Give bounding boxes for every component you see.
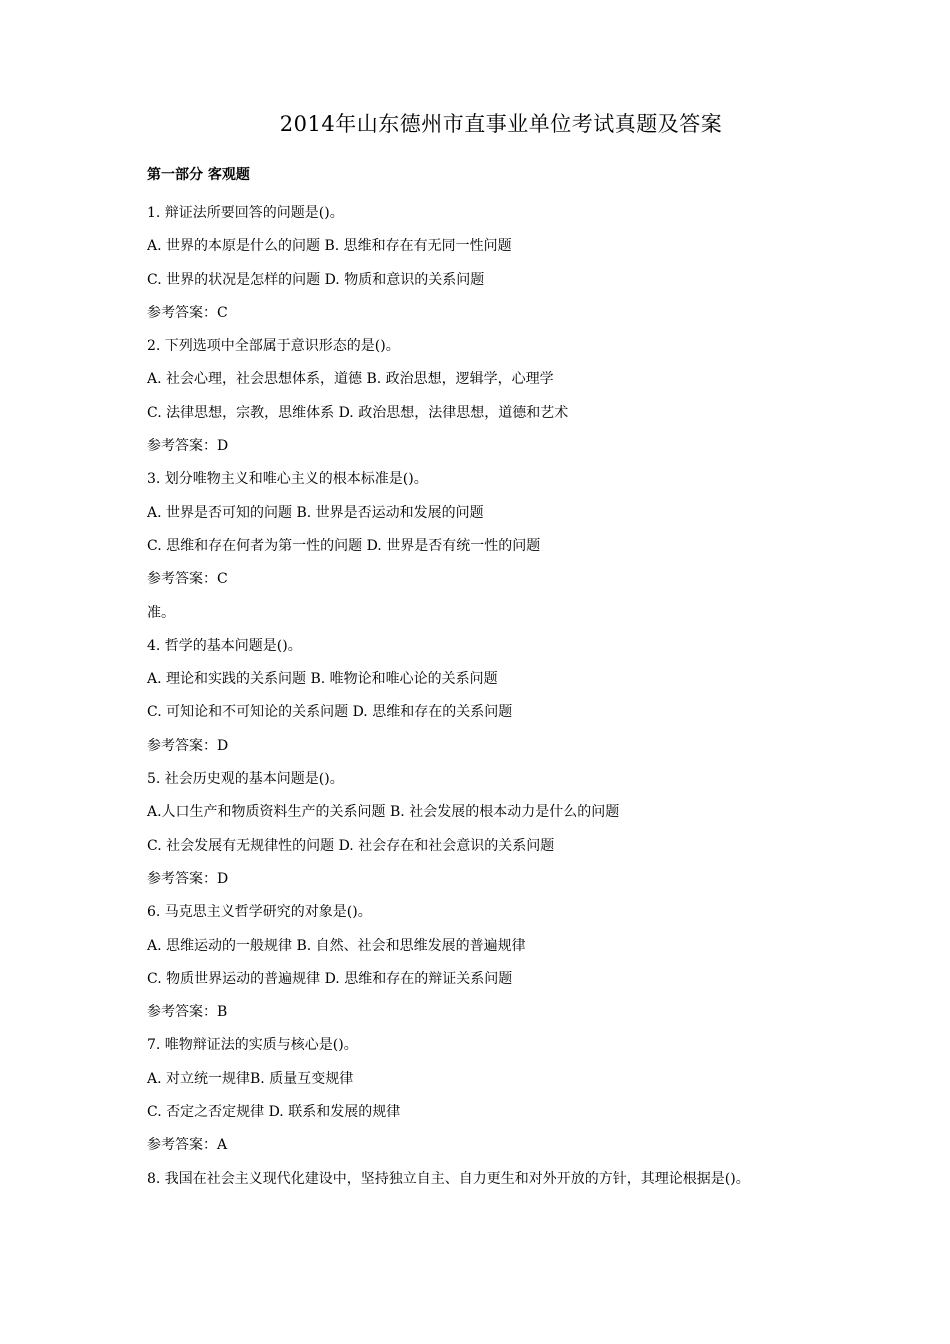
answer-line: 参考答案：D: [147, 737, 229, 754]
option-line: A. 对立统一规律B. 质量互变规律: [147, 1070, 354, 1087]
question-line: 4. 哲学的基本问题是()。: [147, 637, 302, 654]
answer-line: 参考答案：D: [147, 870, 229, 887]
question-line: 1. 辩证法所要回答的问题是()。: [147, 205, 344, 221]
option-line: A. 社会心理，社会思想体系，道德 B. 政治思想，逻辑学，心理学: [147, 371, 554, 388]
answer-line: 参考答案：C: [147, 304, 228, 321]
question-list: [147, 197, 847, 1163]
option-line: C. 思维和存在何者为第一性的问题 D. 世界是否有统一性的问题: [147, 537, 541, 554]
answer-line: 参考答案：A: [147, 1137, 228, 1154]
page-title: 2014年山东德州市直事业单位考试真题及答案: [279, 112, 723, 136]
option-line: C. 否定之否定规律 D. 联系和发展的规律: [147, 1104, 401, 1121]
option-line: C. 世界的状况是怎样的问题 D. 物质和意识的关系问题: [147, 271, 485, 288]
question-8-paragraph: 8. 我国在社会主义现代化建设中，坚持独立自主、自力更生和对外开放的方针，其理论根据是()。: [147, 1171, 750, 1187]
option-line: A. 世界的本原是什么的问题 B. 思维和存在有无同一性问题: [147, 238, 512, 255]
answer-line: 参考答案：C: [147, 571, 228, 588]
question-line: 5. 社会历史观的基本问题是()。: [147, 771, 344, 788]
option-line: A. 理论和实践的关系问题 B. 唯物论和唯心论的关系问题: [147, 671, 498, 688]
option-line: C. 社会发展有无规律性的问题 D. 社会存在和社会意识的关系问题: [147, 837, 555, 854]
option-line: C. 可知论和不可知论的关系问题 D. 思维和存在的关系问题: [147, 704, 513, 721]
question-line: 3. 划分唯物主义和唯心主义的根本标准是()。: [147, 471, 428, 488]
stray-text-line: 准。: [147, 604, 175, 621]
option-line: A. 思维运动的一般规律 B. 自然、社会和思维发展的普遍规律: [147, 937, 526, 954]
answer-line: 参考答案：D: [147, 438, 229, 455]
section-heading: 第一部分 客观题: [147, 167, 250, 183]
option-line: C. 法律思想，宗教，思维体系 D. 政治思想，法律思想，道德和艺术: [147, 404, 569, 421]
question-line: 6. 马克思主义哲学研究的对象是()。: [147, 904, 372, 921]
option-line: A. 世界是否可知的问题 B. 世界是否运动和发展的问题: [147, 504, 484, 521]
answer-line: 参考答案：B: [147, 1004, 228, 1021]
question-line: 7. 唯物辩证法的实质与核心是()。: [147, 1037, 358, 1054]
option-line: A.人口生产和物质资料生产的关系问题 B. 社会发展的根本动力是什么的问题: [147, 804, 620, 821]
option-line: C. 物质世界运动的普遍规律 D. 思维和存在的辩证关系问题: [147, 970, 513, 987]
question-line: 2. 下列选项中全部属于意识形态的是()。: [147, 338, 400, 355]
